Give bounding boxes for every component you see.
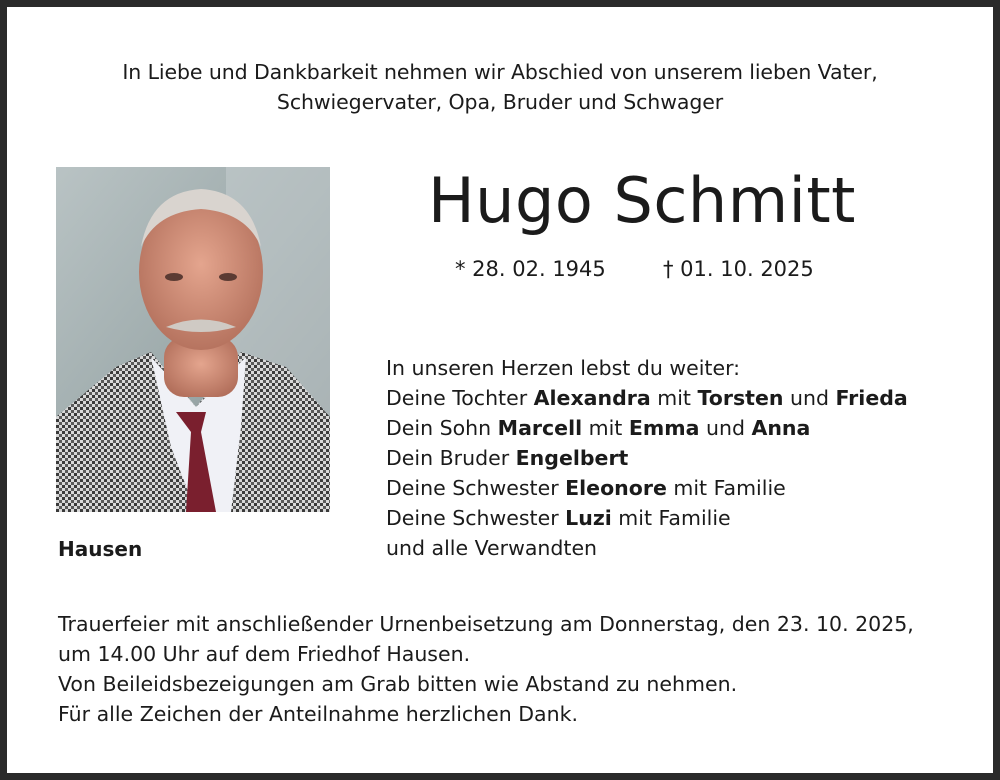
connector-text: mit [582,416,629,440]
service-details [58,609,914,729]
mourner-name: Engelbert [515,446,629,470]
mourner-name: Emma [628,416,700,440]
relation-text: Deine Schwester [386,476,566,500]
intro-text [7,57,993,117]
mourner-line [386,413,908,443]
relation-text: Deine Schwester [386,506,566,530]
mourners-list [386,353,908,563]
intro-line: Schwiegervater, Opa, Bruder und Schwager [276,90,724,114]
footer-line: Von Beileidsbezeigungen am Grab bitten wie Abstand zu nehmen. [58,672,738,696]
connector-text: mit Familie [611,506,731,530]
connector-text: und [699,416,752,440]
footer-line: Trauerfeier mit anschließender Urnenbeisetzung am Donnerstag, den 23. 10. 2025, [58,612,914,636]
connector-text: mit [650,386,698,410]
mourner-name: Anna [751,416,811,440]
relation-text: Dein Sohn [386,416,498,440]
deceased-name: Hugo Schmitt [428,164,856,237]
intro-line: In Liebe und Dankbarkeit nehmen wir Abschied von unserem lieben Vater, [122,60,878,84]
footer-line: Für alle Zeichen der Anteilnahme herzlichen Dank. [58,702,578,726]
mourner-name: Torsten [697,386,784,410]
connector-text: und [783,386,836,410]
mourner-name: Frieda [835,386,908,410]
birth-date: * 28. 02. 1945 [455,257,606,281]
mourners-heading: In unseren Herzen lebst du weiter: [386,356,741,380]
relation-text: Deine Tochter [386,386,534,410]
mourner-line [386,503,908,533]
relation-text: Dein Bruder [386,446,516,470]
footer-line: um 14.00 Uhr auf dem Friedhof Hausen. [58,642,471,666]
death-date: † 01. 10. 2025 [663,257,814,281]
mourner-name: Marcell [497,416,583,440]
mourner-line [386,443,908,473]
place-name: Hausen [58,537,143,561]
mourner-name: Alexandra [533,386,651,410]
connector-text: mit Familie [666,476,786,500]
mourner-line [386,383,908,413]
mourner-name: Eleonore [565,476,667,500]
mourner-line [386,473,908,503]
mourners-closing: und alle Verwandten [386,536,598,560]
mourner-name: Luzi [565,506,612,530]
portrait-photo [56,167,330,512]
